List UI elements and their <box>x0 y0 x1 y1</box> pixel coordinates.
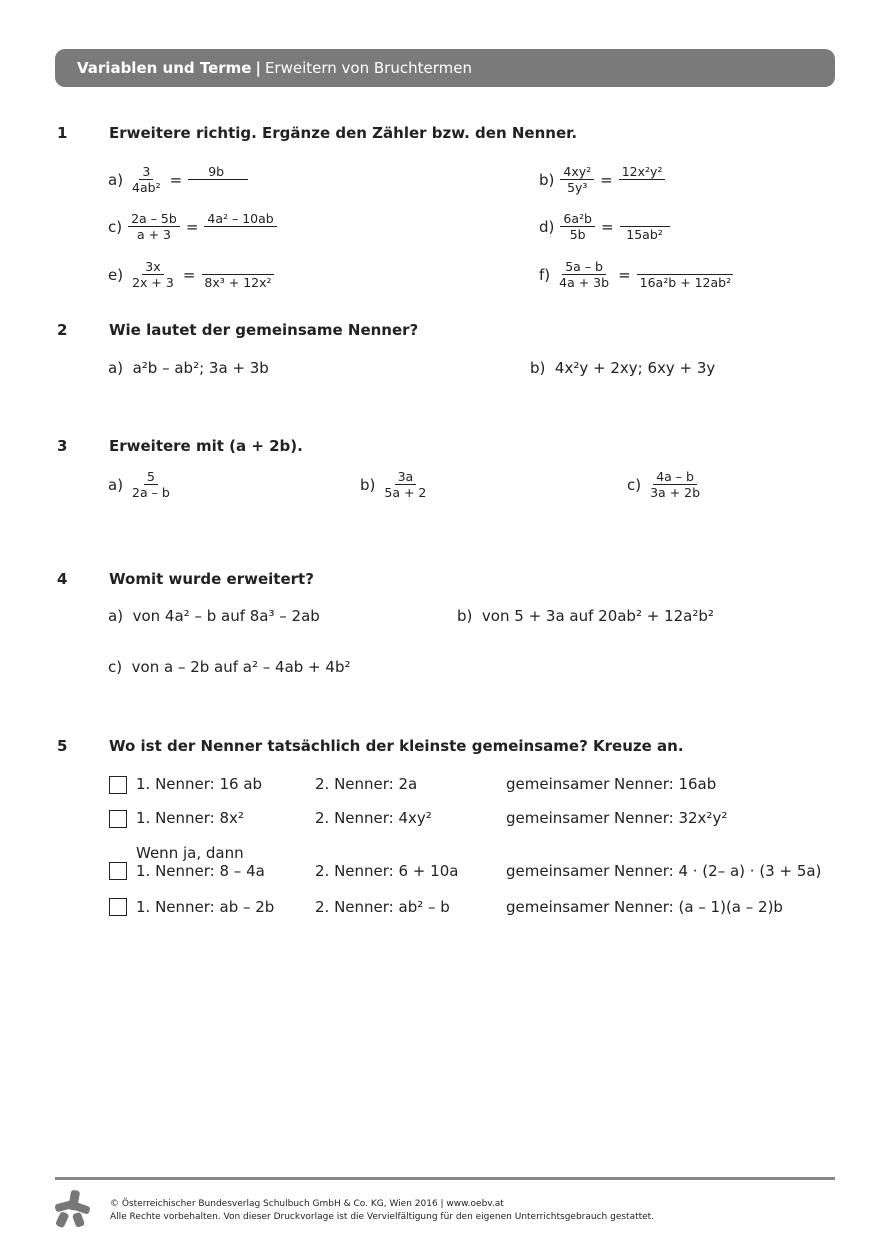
task-1b-label: b) <box>539 170 555 189</box>
numerator: 4xy² <box>560 164 594 180</box>
row-2-common: gemeinsamer Nenner: 32x²y² <box>506 809 728 827</box>
task-4a-label: a) <box>108 607 124 625</box>
denominator: 4ab² <box>132 180 161 195</box>
task-2-title: Wie lautet der gemeinsame Nenner? <box>109 321 419 339</box>
task-1e <box>108 259 275 290</box>
task-2b-label: b) <box>530 359 546 377</box>
row-1-common: gemeinsamer Nenner: 16ab <box>506 775 717 793</box>
header-separator: | <box>255 59 261 77</box>
task-4c <box>108 658 350 676</box>
task-4c-text: von a – 2b auf a² – 4ab + 4b² <box>131 658 351 676</box>
equals-sign: = <box>600 217 614 236</box>
row-4-nenner-2: 2. Nenner: ab² – b <box>315 898 450 916</box>
task-1-title: Erweitere richtig. Ergänze den Zähler bzw. den Nenner. <box>109 124 578 142</box>
task-1d-fraction <box>560 211 595 242</box>
numerator: 3a <box>395 469 417 485</box>
publisher-logo-icon <box>52 1190 92 1228</box>
task-3-number: 3 <box>57 437 68 455</box>
denominator: a + 3 <box>136 227 171 242</box>
result-numerator <box>620 211 670 227</box>
row-1-nenner-2: 2. Nenner: 2a <box>315 775 418 793</box>
header-topic: Erweitern von Bruchtermen <box>264 59 472 77</box>
task-4a <box>108 607 320 625</box>
task-1a-fraction <box>129 164 164 195</box>
task-1a <box>108 164 248 195</box>
task-1d-label: d) <box>539 217 555 236</box>
header-bar <box>55 49 835 87</box>
task-3a-label: a) <box>108 475 124 494</box>
result-denominator: 15ab² <box>626 227 663 242</box>
task-3b-fraction <box>381 469 429 500</box>
task-1e-fraction <box>129 259 177 290</box>
task-2-number: 2 <box>57 321 68 339</box>
task-1c-result <box>204 211 276 242</box>
numerator: 5 <box>144 469 158 485</box>
task-3c-label: c) <box>627 475 642 494</box>
result-numerator <box>637 259 733 275</box>
task-1c <box>108 211 277 242</box>
task-2b <box>530 359 715 377</box>
task-3c-fraction <box>647 469 703 500</box>
denominator: 3a + 2b <box>650 485 701 500</box>
footer-divider <box>55 1177 835 1180</box>
checkbox-row-2[interactable] <box>109 810 127 828</box>
task-4b-text: von 5 + 3a auf 20ab² + 12a²b² <box>481 607 714 625</box>
header-section: Variablen und Terme <box>77 59 252 77</box>
task-3-title: Erweitere mit (a + 2b). <box>109 437 303 455</box>
equals-sign: = <box>600 170 613 189</box>
checkbox-row-1[interactable] <box>109 776 127 794</box>
task-1d-result <box>620 211 670 242</box>
row-4-common: gemeinsamer Nenner: (a – 1)(a – 2)b <box>506 898 783 916</box>
equals-sign: = <box>182 265 196 284</box>
task-1f-fraction <box>556 259 612 290</box>
denominator: 5y³ <box>567 180 588 195</box>
task-2a-label: a) <box>108 359 124 377</box>
task-1c-label: c) <box>108 217 123 236</box>
equals-sign: = <box>185 217 199 236</box>
task-2a-text: a²b – ab²; 3a + 3b <box>132 359 269 377</box>
task-1d <box>539 211 670 242</box>
task-1b-result <box>619 164 666 195</box>
checkbox-row-4[interactable] <box>109 898 127 916</box>
task-3b-label: b) <box>360 475 376 494</box>
result-numerator <box>202 259 274 275</box>
task-1f-label: f) <box>539 265 551 284</box>
row-2-nenner-1: 1. Nenner: 8x² <box>136 809 244 827</box>
task-2b-text: 4x²y + 2xy; 6xy + 3y <box>554 359 716 377</box>
result-denominator <box>215 180 221 195</box>
task-4a-text: von 4a² – b auf 8a³ – 2ab <box>132 607 320 625</box>
footer-text <box>110 1198 654 1224</box>
task-3a <box>108 469 173 500</box>
task-1e-label: e) <box>108 265 124 284</box>
footer-rights: Alle Rechte vorbehalten. Von dieser Druckvorlage ist die Vervielfältigung für den eigenen Unterrichtsgebrauch gestattet. <box>110 1212 655 1222</box>
numerator: 6a²b <box>560 211 595 227</box>
task-3c <box>627 469 703 500</box>
task-1e-result <box>201 259 274 290</box>
task-1a-label: a) <box>108 170 124 189</box>
row-3-common: gemeinsamer Nenner: 4 · (2– a) · (3 + 5a) <box>506 862 822 880</box>
row-2-nenner-2: 2. Nenner: 4xy² <box>315 809 432 827</box>
row-3-nenner-1: 1. Nenner: 8 – 4a <box>136 862 265 880</box>
result-numerator: 12x²y² <box>619 164 666 180</box>
task-1f <box>539 259 734 290</box>
task-4b <box>457 607 714 625</box>
row-4-nenner-1: 1. Nenner: ab – 2b <box>136 898 275 916</box>
result-numerator: 4a² – 10ab <box>204 211 276 227</box>
row-1-nenner-1: 1. Nenner: 16 ab <box>136 775 263 793</box>
task-5-number: 5 <box>57 737 68 755</box>
task-3a-fraction <box>129 469 173 500</box>
numerator: 3 <box>139 164 153 180</box>
task-4-title: Womit wurde erweitert? <box>109 570 314 588</box>
denominator: 2x + 3 <box>132 275 174 290</box>
note-wenn-ja: Wenn ja, dann <box>136 844 244 862</box>
result-denominator <box>639 180 645 195</box>
task-1f-result <box>637 259 734 290</box>
equals-sign: = <box>618 265 631 284</box>
numerator: 3x <box>142 259 163 275</box>
result-denominator: 8x³ + 12x² <box>204 275 272 290</box>
task-4-number: 4 <box>57 570 68 588</box>
result-numerator: 9b <box>188 164 248 180</box>
task-4b-label: b) <box>457 607 473 625</box>
task-1b <box>539 164 665 195</box>
result-denominator: 16a²b + 12ab² <box>639 275 732 290</box>
footer-copyright: © Österreichischer Bundesverlag Schulbuch GmbH & Co. KG, Wien 2016 | www.oebv.at <box>110 1199 504 1209</box>
task-1c-fraction <box>128 211 180 242</box>
task-5-title: Wo ist der Nenner tatsächlich der kleinste gemeinsame? Kreuze an. <box>109 737 684 755</box>
denominator: 5a + 2 <box>384 485 427 500</box>
task-1-number: 1 <box>57 124 68 142</box>
denominator: 2a – b <box>132 485 170 500</box>
task-1b-fraction <box>560 164 594 195</box>
task-4c-label: c) <box>108 658 123 676</box>
task-3b <box>360 469 429 500</box>
task-2a <box>108 359 269 377</box>
numerator: 4a – b <box>653 469 697 485</box>
numerator: 5a – b <box>562 259 606 275</box>
row-3-nenner-2: 2. Nenner: 6 + 10a <box>315 862 459 880</box>
checkbox-row-3[interactable] <box>109 862 127 880</box>
numerator: 2a – 5b <box>128 211 180 227</box>
task-1a-result <box>188 164 248 195</box>
denominator: 5b <box>569 227 586 242</box>
denominator: 4a + 3b <box>559 275 610 290</box>
result-denominator <box>238 227 244 242</box>
equals-sign: = <box>169 170 183 189</box>
